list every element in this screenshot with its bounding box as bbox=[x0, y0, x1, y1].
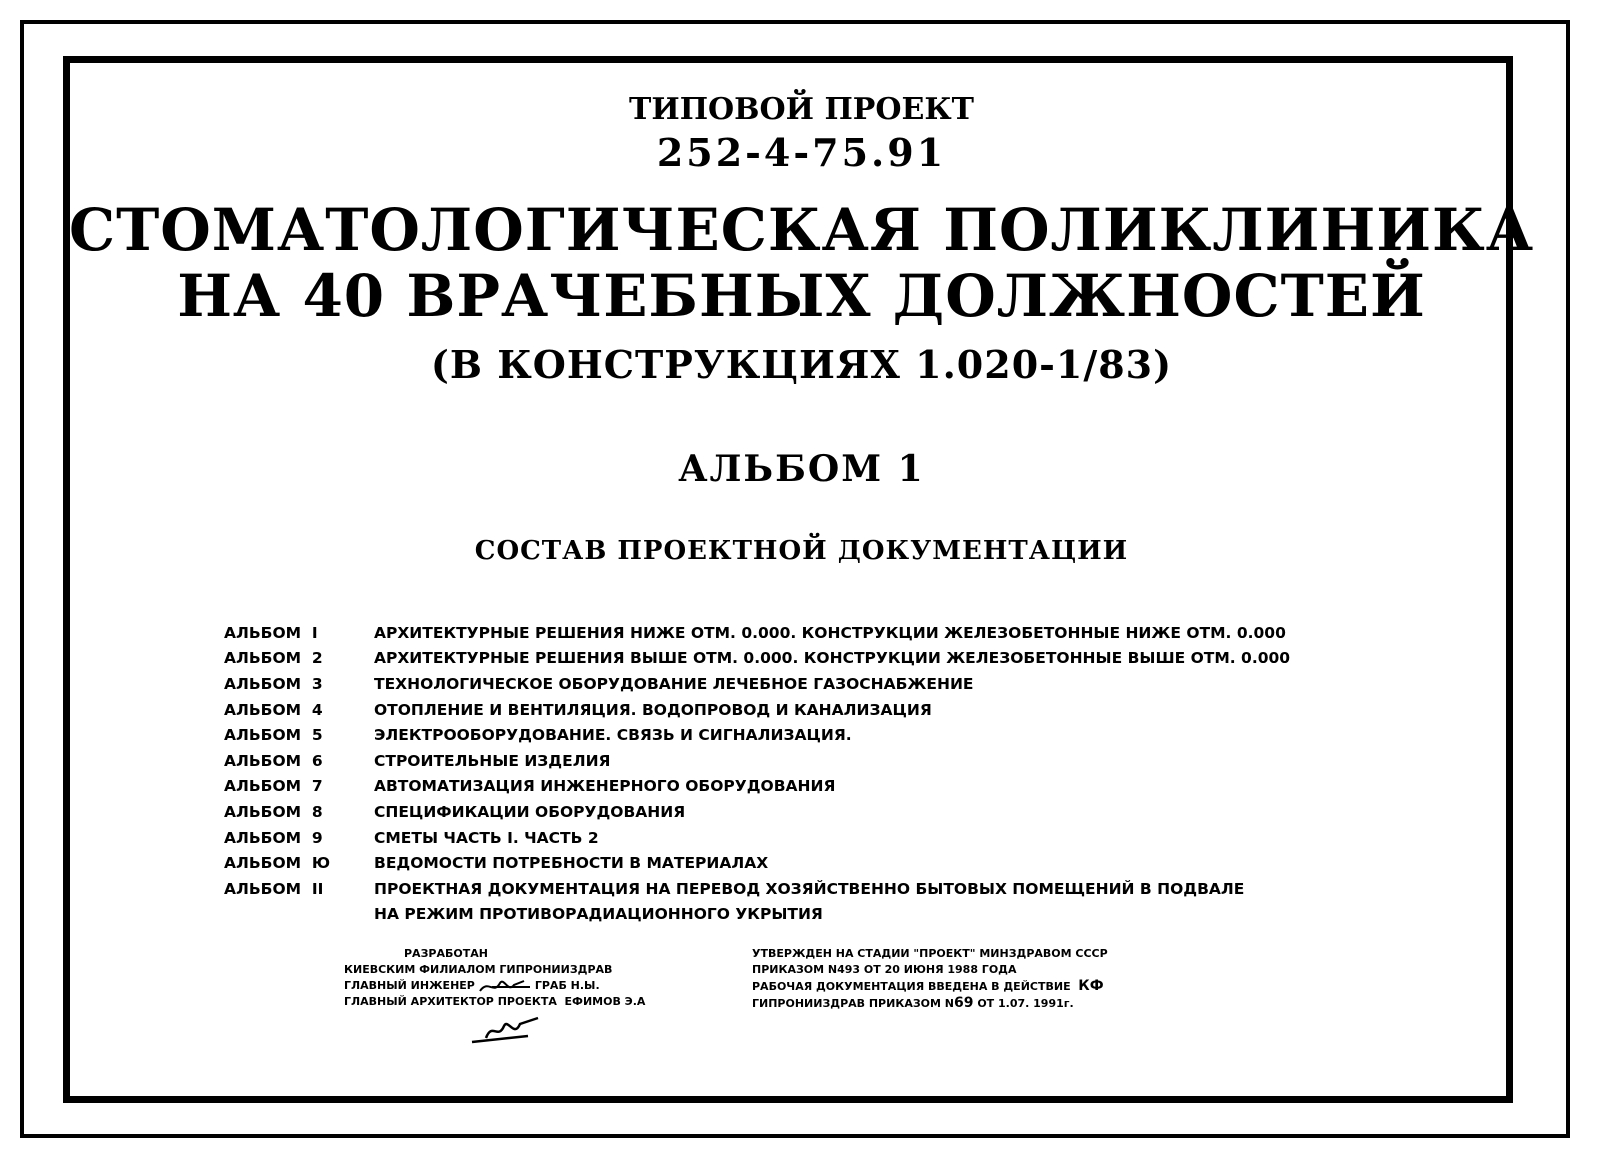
album-description: НА РЕЖИМ ПРОТИВОРАДИАЦИОННОГО УКРЫТИЯ bbox=[374, 905, 823, 924]
order-date: ОТ 1.07. 1991г. bbox=[977, 997, 1074, 1010]
album-row-continuation bbox=[224, 902, 1290, 927]
project-number: 252-4-75.91 bbox=[656, 130, 947, 175]
album-number: Ю bbox=[311, 854, 331, 873]
album-number: 6 bbox=[311, 751, 323, 770]
album-row bbox=[224, 646, 1290, 672]
album-label: АЛЬБОМ bbox=[224, 828, 302, 847]
signature-architect-icon bbox=[468, 1012, 548, 1052]
section-title: СОСТАВ ПРОЕКТНОЙ ДОКУМЕНТАЦИИ bbox=[474, 536, 1129, 566]
title-line-2: НА 40 ВРАЧЕБНЫХ ДОЛЖНОСТЕЙ bbox=[177, 262, 1426, 330]
album-row bbox=[224, 671, 1290, 697]
chief-engineer-label: ГЛАВНЫЙ ИНЖЕНЕР bbox=[344, 979, 475, 992]
order-number: 69 bbox=[953, 995, 974, 1011]
album-number: 5 bbox=[311, 726, 323, 745]
album-row bbox=[224, 825, 1290, 851]
subtitle: (В КОНСТРУКЦИЯХ 1.020-1/83) bbox=[430, 342, 1173, 387]
album-number: 3 bbox=[311, 674, 323, 693]
approved-line-3: РАБОЧАЯ ДОКУМЕНТАЦИЯ ВВЕДЕНА В ДЕЙСТВИЕ bbox=[752, 980, 1071, 993]
album-row bbox=[224, 850, 1290, 876]
album-row bbox=[224, 620, 1290, 646]
album-row bbox=[224, 722, 1290, 748]
album-description: АРХИТЕКТУРНЫЕ РЕШЕНИЯ НИЖЕ ОТМ. 0.000. КОНСТРУКЦИИ ЖЕЛЕЗОБЕТОННЫЕ НИЖЕ ОТМ. 0.000 bbox=[374, 623, 1286, 642]
album-label: АЛЬБОМ bbox=[224, 700, 302, 719]
album-label: АЛЬБОМ bbox=[224, 649, 302, 668]
chief-architect-label: ГЛАВНЫЙ АРХИТЕКТОР ПРОЕКТА bbox=[344, 995, 557, 1008]
album-row bbox=[224, 876, 1290, 902]
approved-line-1: УТВЕРЖДЕН НА СТАДИИ "ПРОЕКТ" МИНЗДРАВОМ СССР bbox=[752, 947, 1108, 960]
approved-block bbox=[752, 946, 1108, 1012]
album-number: II bbox=[311, 879, 324, 898]
album-number: 7 bbox=[311, 777, 323, 796]
type-label: ТИПОВОЙ ПРОЕКТ bbox=[629, 92, 974, 127]
album-list bbox=[224, 620, 1290, 927]
album-label: АЛЬБОМ bbox=[224, 777, 302, 796]
album-row bbox=[224, 748, 1290, 774]
album-label: АЛЬБОМ bbox=[224, 751, 302, 770]
album-label: АЛЬБОМ bbox=[224, 879, 302, 898]
album-number: 9 bbox=[311, 828, 323, 847]
album-label: АЛЬБОМ bbox=[224, 623, 302, 642]
developed-heading: РАЗРАБОТАН bbox=[404, 947, 488, 960]
album-description: АВТОМАТИЗАЦИЯ ИНЖЕНЕРНОГО ОБОРУДОВАНИЯ bbox=[374, 777, 836, 796]
album-label: АЛЬБОМ bbox=[224, 802, 302, 821]
album-row bbox=[224, 799, 1290, 825]
album-heading: АЛЬБОМ 1 bbox=[678, 448, 925, 490]
approved-handwritten-mark: КФ bbox=[1078, 978, 1104, 994]
chief-architect-name: ЕФИМОВ Э.А bbox=[564, 995, 646, 1008]
album-row bbox=[224, 697, 1290, 723]
approved-line-4: ГИПРОНИИЗДРАВ ПРИКАЗОМ N bbox=[752, 997, 954, 1010]
album-description: ЭЛЕКТРООБОРУДОВАНИЕ. СВЯЗЬ И СИГНАЛИЗАЦИЯ. bbox=[374, 726, 852, 745]
album-number: 8 bbox=[311, 802, 323, 821]
album-label: АЛЬБОМ bbox=[224, 674, 302, 693]
title-line-1: СТОМАТОЛОГИЧЕСКАЯ ПОЛИКЛИНИКА bbox=[68, 196, 1535, 264]
chief-engineer-name: ГРАБ Н.Ы. bbox=[534, 979, 600, 992]
album-description: СМЕТЫ ЧАСТЬ I. ЧАСТЬ 2 bbox=[374, 828, 599, 847]
album-number: 2 bbox=[311, 649, 323, 668]
album-label: АЛЬБОМ bbox=[224, 726, 302, 745]
approved-line-2: ПРИКАЗОМ N493 ОТ 20 ИЮНЯ 1988 ГОДА bbox=[752, 963, 1017, 976]
album-description: СПЕЦИФИКАЦИИ ОБОРУДОВАНИЯ bbox=[374, 802, 686, 821]
album-row bbox=[224, 774, 1290, 800]
album-description: АРХИТЕКТУРНЫЕ РЕШЕНИЯ ВЫШЕ ОТМ. 0.000. КОНСТРУКЦИИ ЖЕЛЕЗОБЕТОННЫЕ ВЫШЕ ОТМ. 0.000 bbox=[374, 649, 1291, 668]
album-description: ТЕХНОЛОГИЧЕСКОЕ ОБОРУДОВАНИЕ ЛЕЧЕБНОЕ ГАЗОСНАБЖЕНИЕ bbox=[374, 674, 974, 693]
album-description: ВЕДОМОСТИ ПОТРЕБНОСТИ В МАТЕРИАЛАХ bbox=[374, 854, 769, 873]
signature-engineer-icon bbox=[478, 975, 538, 997]
album-number: I bbox=[311, 623, 318, 642]
album-description: ОТОПЛЕНИЕ И ВЕНТИЛЯЦИЯ. ВОДОПРОВОД И КАНАЛИЗАЦИЯ bbox=[374, 700, 932, 719]
developed-org: КИЕВСКИМ ФИЛИАЛОМ ГИПРОНИИЗДРАВ bbox=[344, 963, 613, 976]
album-description: СТРОИТЕЛЬНЫЕ ИЗДЕЛИЯ bbox=[374, 751, 611, 770]
album-description: ПРОЕКТНАЯ ДОКУМЕНТАЦИЯ НА ПЕРЕВОД ХОЗЯЙСТВЕННО БЫТОВЫХ ПОМЕЩЕНИЙ В ПОДВАЛЕ bbox=[374, 879, 1245, 898]
album-number: 4 bbox=[311, 700, 323, 719]
album-label: АЛЬБОМ bbox=[224, 854, 302, 873]
